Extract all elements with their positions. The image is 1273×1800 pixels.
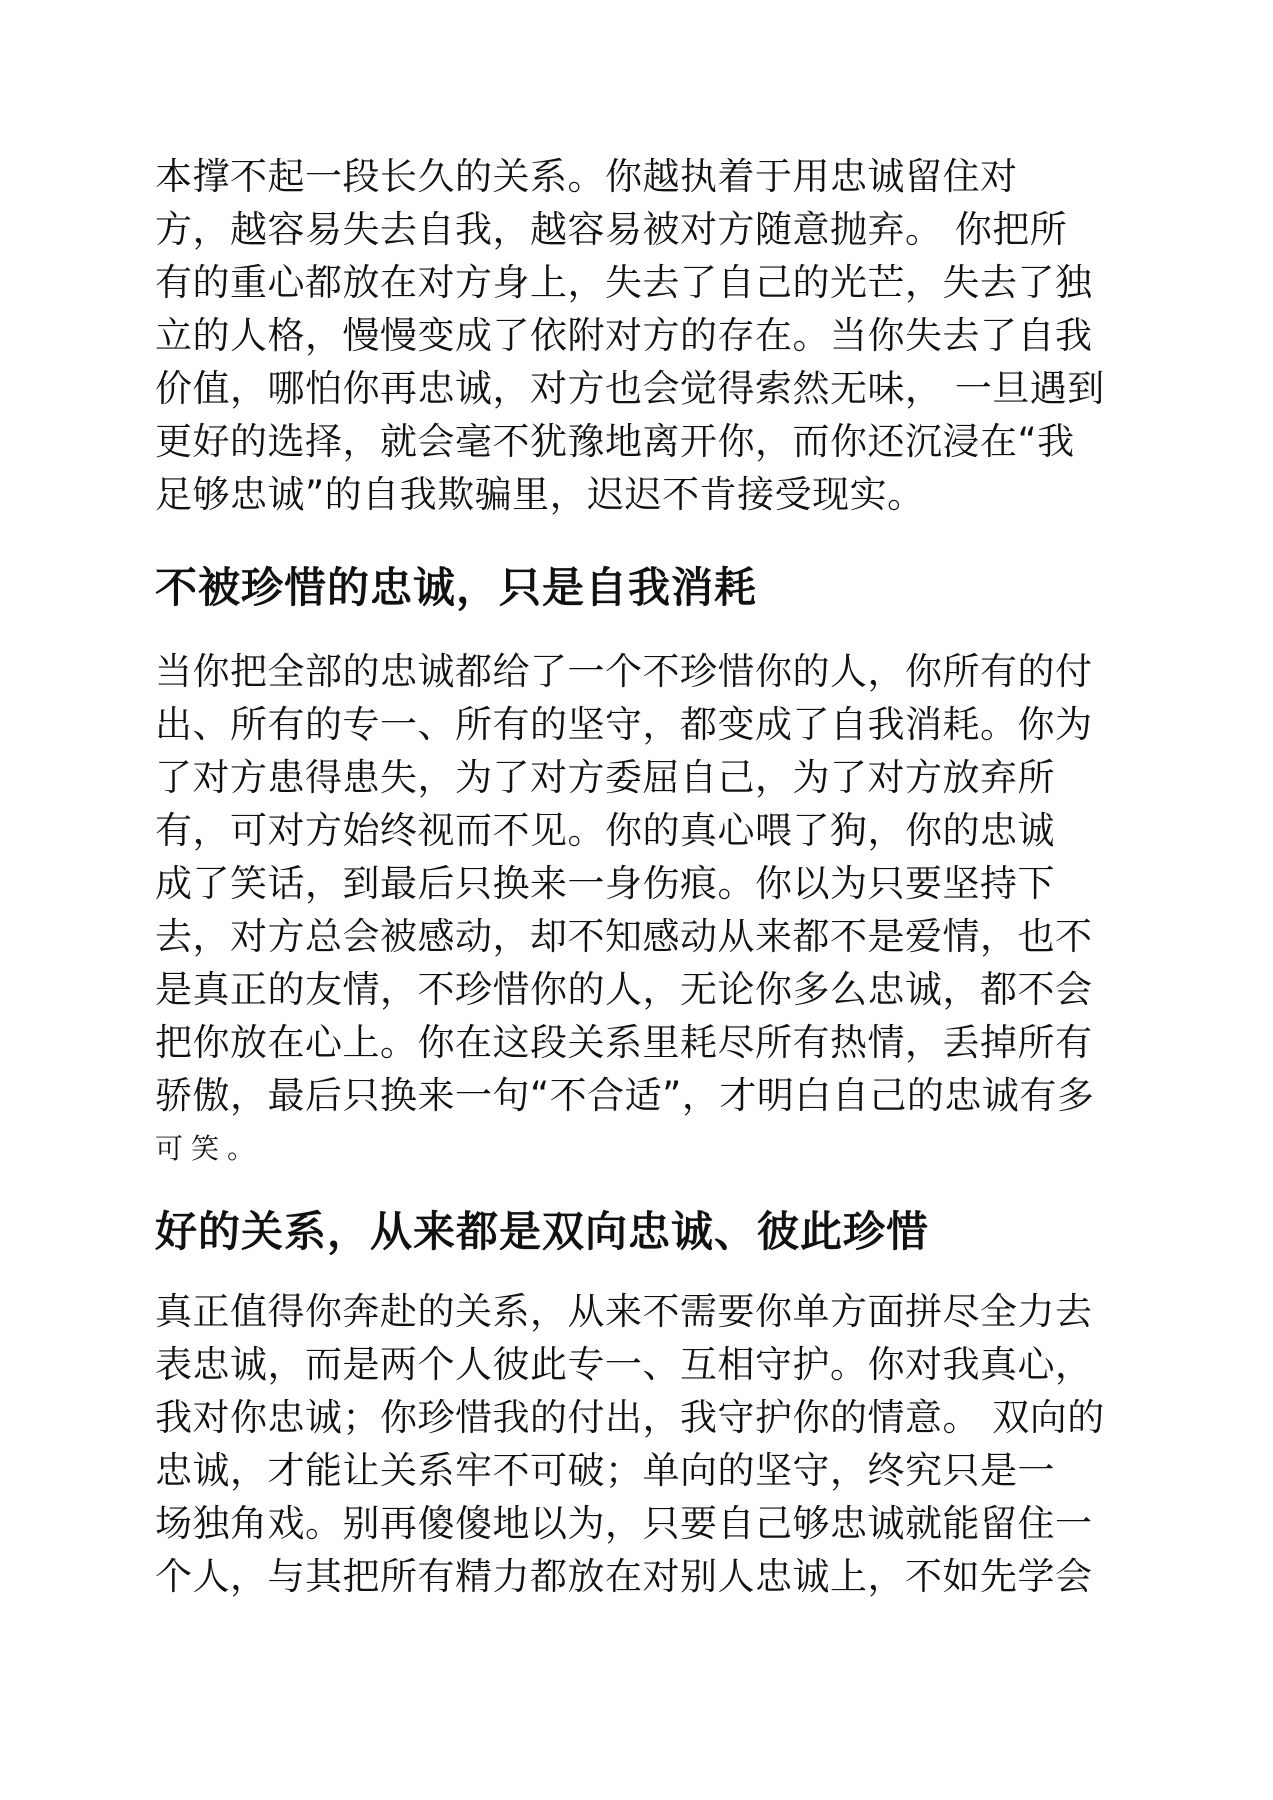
text-line: 出、所有的专一、所有的坚守，都变成了自我消耗。你为: [155, 703, 1093, 746]
text-line: 表忠诚，而是两个人彼此专一、互相守护。你对我真心，: [155, 1343, 1093, 1386]
text-line: 个人，与其把所有精力都放在对别人忠诚上，不如先学会: [155, 1555, 1093, 1598]
text-line: 有的重心都放在对方身上，失去了自己的光芒，失去了独: [155, 261, 1093, 304]
text-line: 是真正的友情，不珍惜你的人，无论你多么忠诚，都不会: [155, 968, 1093, 1011]
text-line: 当你把全部的忠诚都给了一个不珍惜你的人，你所有的付: [155, 650, 1093, 693]
paragraph-1: [155, 150, 1105, 521]
section-heading-2: 好的关系，从来都是双向忠诚、彼此珍惜: [155, 1207, 930, 1256]
text-line: 真正值得你奔赴的关系，从来不需要你单方面拼尽全力去: [155, 1290, 1093, 1333]
section-heading-1: 不被珍惜的忠诚，只是自我消耗: [155, 563, 758, 612]
text-line: 场独角戏。别再傻傻地以为，只要自己够忠诚就能留住一: [155, 1502, 1093, 1545]
text-line: 我对你忠诚；你珍惜我的付出，我守护你的情意。 双向的: [155, 1396, 1105, 1439]
text-line: 忠诚，才能让关系牢不可破；单向的坚守，终究只是一: [155, 1449, 1055, 1492]
paragraph-2: [155, 645, 1094, 1175]
text-line: 本撑不起一段长久的关系。你越执着于用忠诚留住对: [155, 155, 1018, 198]
text-line: 足够忠诚”的自我欺骗里，迟迟不肯接受现实。: [155, 473, 925, 516]
text-line: 把你放在心上。你在这段关系里耗尽所有热情，丢掉所有: [155, 1021, 1093, 1064]
text-line: 可笑。: [155, 1132, 264, 1165]
text-line: 骄傲，最后只换来一句“不合适”，才明白自己的忠诚有多: [155, 1074, 1095, 1117]
text-line: 更好的选择，就会毫不犹豫地离开你，而你还沉浸在“我: [155, 420, 1075, 463]
paragraph-3: [155, 1285, 1105, 1603]
text-line: 有，可对方始终视而不见。你的真心喂了狗，你的忠诚: [155, 809, 1055, 852]
text-line: 了对方患得患失，为了对方委屈自己，为了对方放弃所: [155, 756, 1055, 799]
text-line: 去，对方总会被感动，却不知感动从来都不是爱情，也不: [155, 915, 1093, 958]
text-line: 立的人格，慢慢变成了依附对方的存在。当你失去了自我: [155, 314, 1093, 357]
text-line: 价值，哪怕你再忠诚，对方也会觉得索然无味， 一旦遇到: [155, 367, 1105, 410]
text-line: 成了笑话，到最后只换来一身伤痕。你以为只要坚持下: [155, 862, 1055, 905]
text-line: 方，越容易失去自我，越容易被对方随意抛弃。 你把所: [155, 208, 1068, 251]
